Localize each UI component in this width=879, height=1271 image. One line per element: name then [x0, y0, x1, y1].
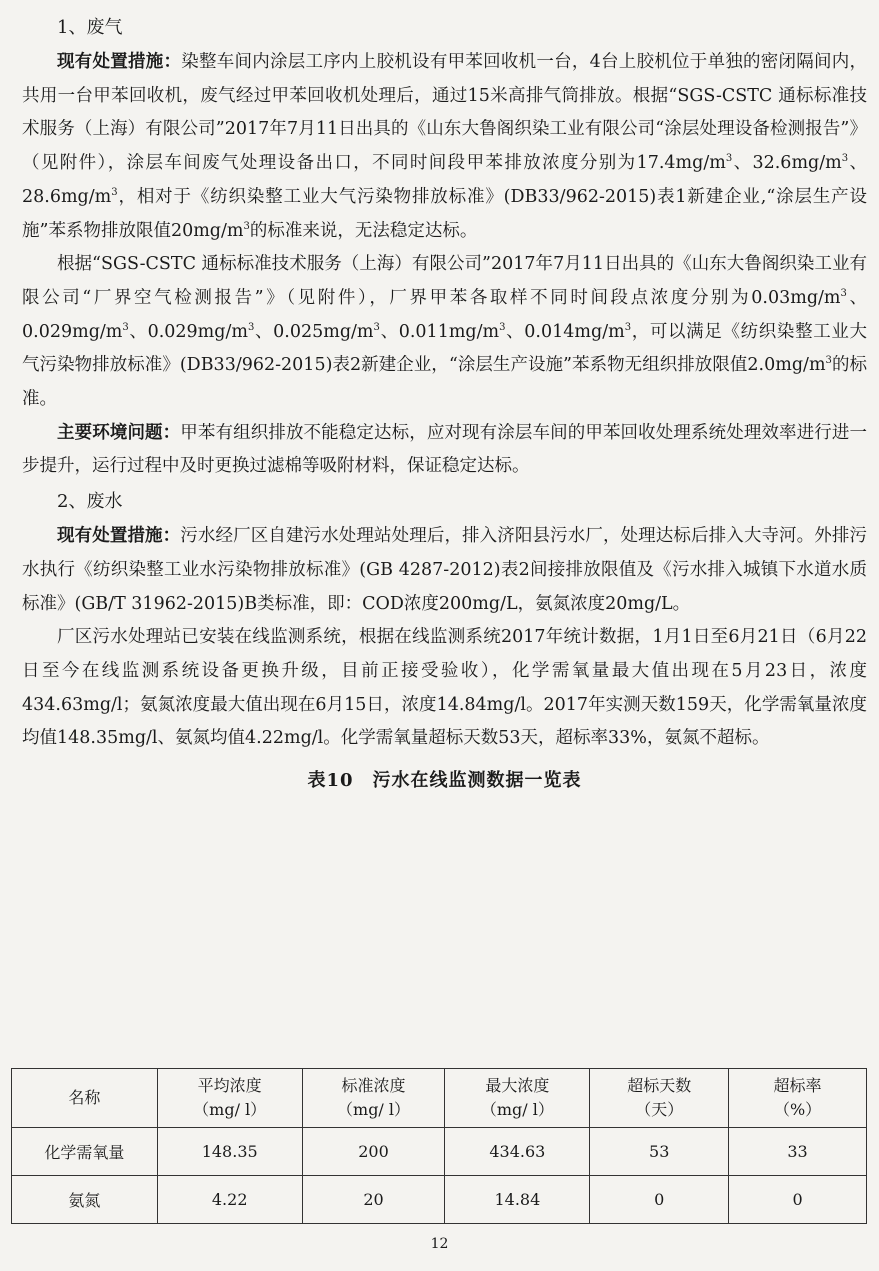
header-max: 最大浓度 （mg/ l） — [445, 1069, 590, 1128]
section-heading-wastewater: 2、废水 — [57, 491, 123, 513]
paragraph-boundary-air: 根据“SGS-CSTC 通标标准技术服务（上海）有限公司”2017年7月11日出具的《山东大鲁阁织染工业有限公司“厂界空气检测报告”》（见附件），厂界甲苯各取样不同时间段点浓度分别为$0.03mg/m^3$、$0.029mg/m^3$、$0.029mg/m^3$、$0.025mg/m^3$、$0.011mg/m^3$、$0.014mg/m^3$，可以满足《纺织染整工业大气污染物排放标准》(DB33/962-2015)表2新建企业，“涂层生产设施”苯系物无组织排放限值$2.0mg/m^3$的标准。 — [22, 254, 868, 410]
table-row: 化学需氧量 148.35 200 434.63 53 33 — [12, 1128, 867, 1176]
header-standard: 标准浓度 （mg/ l） — [302, 1069, 445, 1128]
table-header-row — [12, 1069, 867, 1128]
section-heading-exhaust: 1、废气 — [57, 17, 123, 38]
label-measures: 现有处置措施： — [57, 52, 182, 72]
table-row: 氨氮 4.22 20 14.84 0 0 — [12, 1176, 867, 1224]
paragraph-main-issue: 主要环境问题：甲苯有组织排放不能稳定达标，应对现有涂层车间的甲苯回收处理系统处理效率进行进一步提升，运行过程中及时更换过滤棉等吸附材料，保证稳定达标。 — [22, 422, 868, 477]
paragraph-online-monitoring: 厂区污水处理站已安装在线监测系统，根据在线监测系统2017年统计数据，1月1日至6月21日（6月22日至今在线监测系统设备更换升级，目前正接受验收），化学需氧量最大值出现在5月23日，浓度434.63mg/l；氨氮浓度最大值出现在6月15日，浓度14.84mg/l。2017年实测天数159天，化学需氧量浓度均值148.35mg/l、氨氮均值4.22mg/l。化学需氧量超标天数53天，超标率33%，氨氮不超标。 — [22, 627, 867, 749]
header-exceed-rate: 超标率 （%） — [729, 1069, 867, 1128]
page-content — [22, 10, 867, 798]
header-name: 名称 — [12, 1069, 158, 1128]
page-number: 12 — [430, 1236, 449, 1252]
label-main-issue: 主要环境问题： — [57, 422, 181, 443]
header-exceed-days: 超标天数 （天） — [590, 1069, 729, 1128]
monitoring-table — [11, 1068, 867, 1224]
text-measures: 染整车间内涂层工序内上胶机设有甲苯回收机一台，4台上胶机位于单独的密闭隔间内，共用一台甲苯回收机，废气经过甲苯回收机处理后，通过15米高排气筒排放。根据“SGS-CSTC 通标标准技术服务（上海）有限公司”2017年7月11日出具的《山东大鲁阁织染工业有限公司“涂层处理设备检测报告”》（见附件），涂层车间废气处理设备出口，不同时间段甲苯排放浓度分别为17.4mg/m — [22, 52, 868, 174]
header-avg: 平均浓度 （mg/ l） — [157, 1069, 302, 1128]
table-title: 表10 污水在线监测数据一览表 — [307, 770, 582, 792]
paragraph-wastewater-measures: 现有处置措施：污水经厂区自建污水处理站处理后，排入济阳县污水厂，处理达标后排入大寺河。外排污水执行《纺织染整工业水污染物排放标准》(GB 4287-2012)表2间接排放限值及《污水排入城镇下水道水质标准》(GB/T 31962-2015)B类标准，即：COD浓度200mg/L，氨氮浓度20mg/L。 — [22, 526, 868, 614]
label-ww-measures: 现有处置措施： — [57, 526, 181, 547]
paragraph-exhaust-measures: 现有处置措施：染整车间内涂层工序内上胶机设有甲苯回收机一台，4台上胶机位于单独的密闭隔间内，共用一台甲苯回收机，废气经过甲苯回收机处理后，通过15米高排气筒排放。根据“SGS-CSTC 通标标准技术服务（上海）有限公司”2017年7月11日出具的《山东大鲁阁织染工业有限公司“涂层处理设备检测报告”》（见附件），涂层车间废气处理设备出口，不同时间段甲苯排放浓度分别为$17.4mg/m^3$、$32.6mg/m^3$、$28.6mg/m^3$，相对于《纺织染整工业大气污染物排放标准》(DB33/962-2015)表1新建企业,“涂层生产设施”苯系物排放限值$20mg/m^3$的标准来说，无法稳定达标。 — [22, 52, 868, 241]
